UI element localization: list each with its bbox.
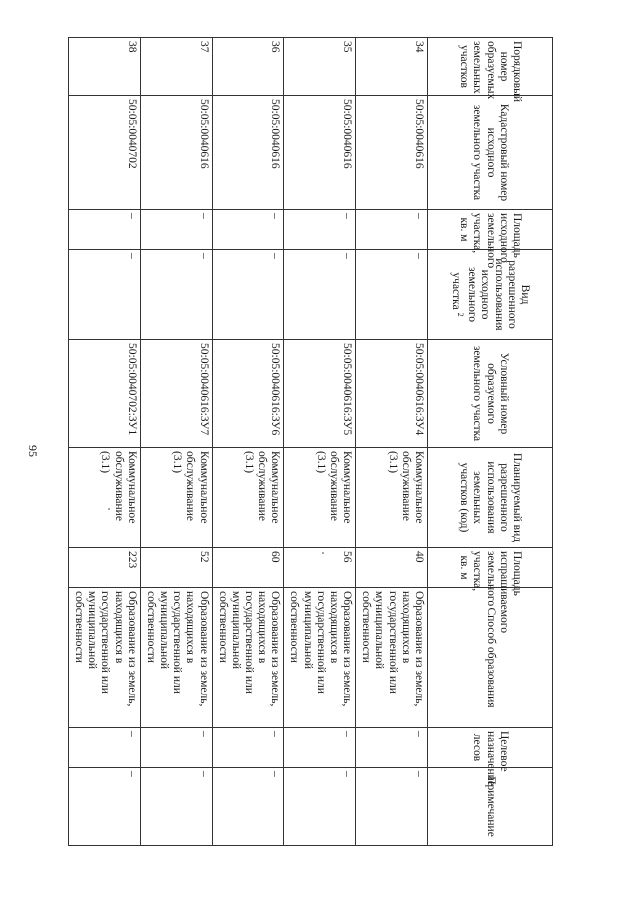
column-header: Примечание <box>428 768 553 846</box>
cell-cadastral-number: 50:05:0040702 <box>69 96 141 210</box>
cell-source-use: – <box>140 250 212 340</box>
cell-source-use: – <box>356 250 428 340</box>
cell-forest-purpose: – <box>356 728 428 768</box>
cell-source-use: – <box>212 250 284 340</box>
table-row <box>140 38 212 846</box>
cell-source-area: – <box>69 210 141 250</box>
cell-conditional-number: 50:05:0040616:ЗУ6 <box>212 340 284 448</box>
cell-source-area: – <box>212 210 284 250</box>
cell-formation-method: Образование из земель, находящихся в государственной или муниципальной собственности <box>356 588 428 728</box>
column-header: Порядковый номер образуемых земельных участков <box>428 38 553 96</box>
column-header: Кадастровый номер исходного земельного участка <box>428 96 553 210</box>
cell-source-use: – <box>69 250 141 340</box>
column-header: Площадь испрашиваемого земельного участка, кв. м <box>428 548 553 588</box>
cell-planned-use: Коммунальное обслуживание (3.1) <box>212 448 284 548</box>
cell-formation-method: Образование из земель, находящихся в государственной или муниципальной собственности <box>212 588 284 728</box>
cell-note: – <box>140 768 212 846</box>
cell-source-area: – <box>140 210 212 250</box>
column-header: Планируемый вид разрешенного использования земельных участков (код) <box>428 448 553 548</box>
cell-planned-use: Коммунальное обслуживание (3.1) <box>284 448 356 548</box>
cell-area: 40 <box>356 548 428 588</box>
cell-cadastral-number: 50:05:0040616 <box>356 96 428 210</box>
cell-row-number: 36 <box>212 38 284 96</box>
land-plots-table <box>68 37 553 846</box>
cell-conditional-number: 50:05:0040616:ЗУ7 <box>140 340 212 448</box>
table-row <box>284 38 356 846</box>
cell-area: 60 <box>212 548 284 588</box>
cell-area: 56 <box>284 548 356 588</box>
cell-conditional-number: 50:05:0040702:ЗУ1 <box>69 340 141 448</box>
cell-planned-use: Коммунальное обслуживание (3.1) <box>140 448 212 548</box>
cell-area: 52 <box>140 548 212 588</box>
cell-row-number: 34 <box>356 38 428 96</box>
cell-forest-purpose: – <box>284 728 356 768</box>
cell-row-number: 35 <box>284 38 356 96</box>
cell-formation-method: Образование из земель, находящихся в государственной или муниципальной собственности <box>140 588 212 728</box>
rotated-page <box>68 37 553 845</box>
cell-cadastral-number: 50:05:0040616 <box>284 96 356 210</box>
table-header-row <box>428 38 553 846</box>
page-number: 95 <box>26 445 40 457</box>
cell-conditional-number: 50:05:0040616:ЗУ4 <box>356 340 428 448</box>
cell-area: 223 <box>69 548 141 588</box>
column-header: Вид разрешенного использования исходного земельного участка $^2$ <box>428 250 553 340</box>
cell-note: – <box>284 768 356 846</box>
column-header: Целевое назначение лесов <box>428 728 553 768</box>
table-row <box>356 38 428 846</box>
cell-note: – <box>356 768 428 846</box>
table-row <box>69 38 141 846</box>
cell-source-area: – <box>284 210 356 250</box>
cell-cadastral-number: 50:05:0040616 <box>140 96 212 210</box>
cell-planned-use: Коммунальное обслуживание (3.1) <box>69 448 141 548</box>
column-header: Площадь исходного земельного участка, кв. м <box>428 210 553 250</box>
cell-formation-method: Образование из земель, находящихся в государственной или муниципальной собственности <box>69 588 141 728</box>
cell-source-area: – <box>356 210 428 250</box>
cell-forest-purpose: – <box>69 728 141 768</box>
cell-formation-method: Образование из земель, находящихся в государственной или муниципальной собственности <box>284 588 356 728</box>
cell-forest-purpose: – <box>212 728 284 768</box>
cell-row-number: 37 <box>140 38 212 96</box>
column-header: Условный номер образуемого земельного участка <box>428 340 553 448</box>
cell-source-use: – <box>284 250 356 340</box>
cell-note: – <box>212 768 284 846</box>
footnote-marker: 2 <box>455 312 465 317</box>
table-row <box>212 38 284 846</box>
cell-cadastral-number: 50:05:0040616 <box>212 96 284 210</box>
cell-forest-purpose: – <box>140 728 212 768</box>
cell-note: – <box>69 768 141 846</box>
cell-planned-use: Коммунальное обслуживание (3.1) <box>356 448 428 548</box>
cell-conditional-number: 50:05:0040616:ЗУ5 <box>284 340 356 448</box>
column-header: Способ образования <box>428 588 553 728</box>
cell-row-number: 38 <box>69 38 141 96</box>
